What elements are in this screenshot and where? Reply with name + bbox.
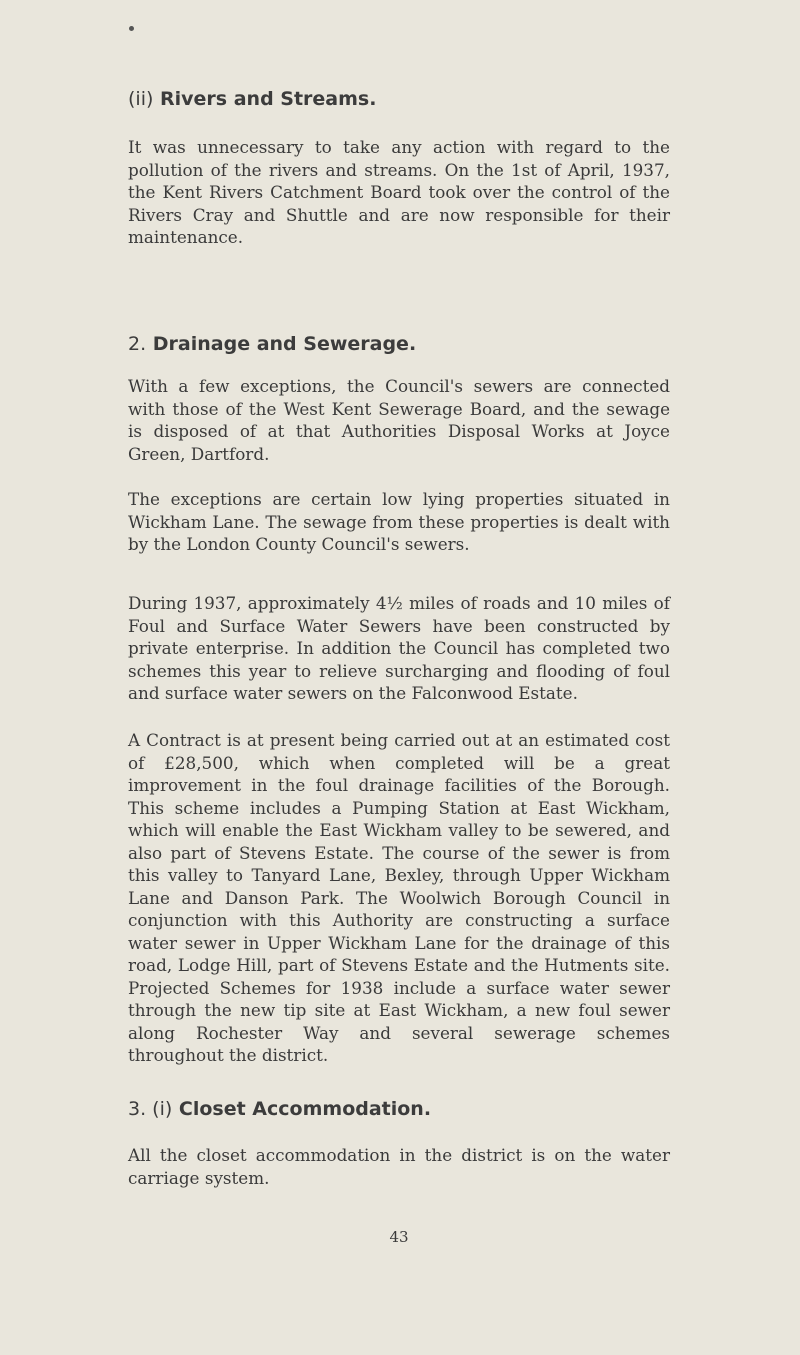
paragraph: With a few exceptions, the Council's sewers are connected with those of the West Kent Sewerage Board, and the sewage is disposed of at that Authorities Disposal Works at Joyce Green, Dartford. <box>128 376 670 464</box>
page-mark <box>129 26 134 31</box>
section-heading-closet <box>128 1097 431 1121</box>
section-title: Rivers and Streams. <box>160 88 377 110</box>
paragraph: It was unnecessary to take any action with regard to the pollution of the rivers and streams. On the 1st of April, 1937, the Kent Rivers Catchment Board took over the control of the Rivers Cray and Shuttle and are now responsible for their maintenance. <box>128 137 670 247</box>
paragraph: The exceptions are certain low lying properties situated in Wickham Lane. The sewage from these properties is dealt with by the London County Council's sewers. <box>128 489 670 554</box>
section-number: 2. <box>128 333 147 355</box>
paragraph: All the closet accommodation in the district is on the water carriage system. <box>128 1145 670 1188</box>
section-heading-drainage <box>128 332 416 356</box>
section-number: 3. (i) <box>128 1098 173 1120</box>
paragraph: During 1937, approximately 4½ miles of roads and 10 miles of Foul and Surface Water Sewers have been constructed by private enterprise. In addition the Council has completed two schemes this year to relieve surcharging and flooding of foul and surface water sewers on the Falconwood Estate. <box>128 593 670 703</box>
page-number: 43 <box>389 1228 409 1246</box>
paragraph: A Contract is at present being carried out at an estimated cost of £28,500, which when completed will be a great improvement in the foul drainage facilities of the Borough. This scheme includes a Pumping Station at East Wickham, which will enable the East Wickham valley to be sewered, and also part of Stevens Estate. The course of the sewer is from this valley to Tanyard Lane, Bexley, through Upper Wickham Lane and Danson Park. The Woolwich Borough Council in conjunction with this Authority are constructing a surface water sewer in Upper Wickham Lane for the drainage of this road, Lodge Hill, part of Stevens Estate and the Hutments site. Projected Schemes for 1938 include a surface water sewer through the new tip site at East Wickham, a new foul sewer along Rochester Way and several sewerage schemes throughout the district. <box>128 730 670 1065</box>
section-number: (ii) <box>128 88 154 110</box>
section-heading-rivers <box>128 87 376 111</box>
section-title: Closet Accommodation. <box>178 1098 432 1120</box>
section-title: Drainage and Sewerage. <box>152 333 417 355</box>
